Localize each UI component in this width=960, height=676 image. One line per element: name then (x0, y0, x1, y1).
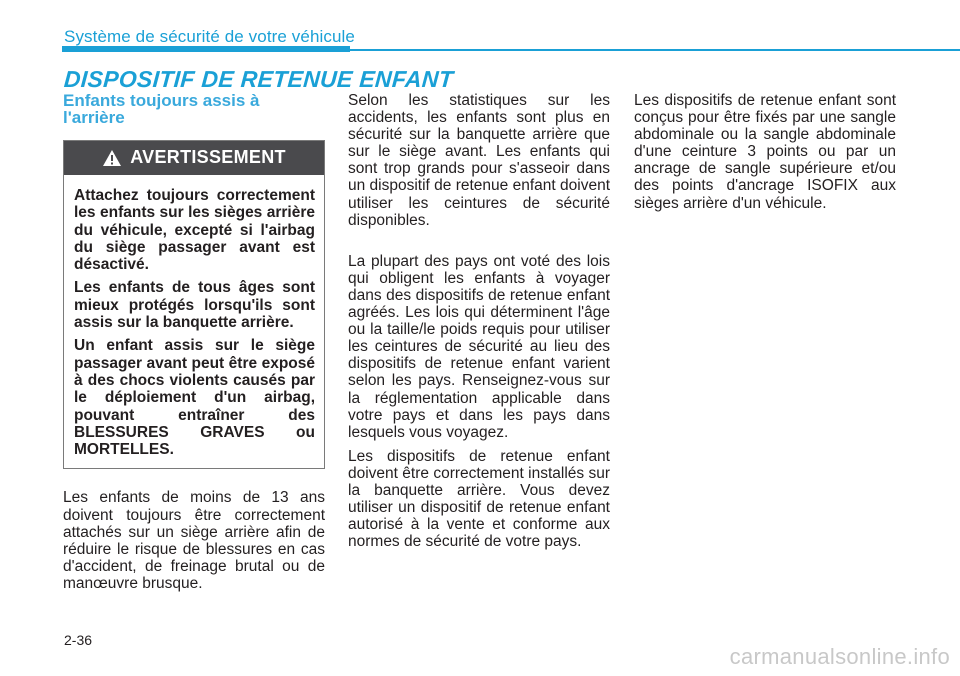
column-3 (634, 92, 896, 212)
body-paragraph: Selon les statistiques sur les accidents, les enfants sont plus en sécurité sur la banquette arrière que sur le siège avant. Les enfants qui sont trop grands pour s'asseoir dans un dispositif de retenue enfant doivent utiliser les ceintures de sécurité disponibles. (348, 92, 610, 229)
watermark: carmanualsonline.info (729, 644, 950, 669)
warning-triangle-icon (102, 149, 122, 167)
header-accent-bar (62, 46, 350, 52)
column-1 (63, 92, 325, 592)
warning-box (63, 140, 325, 469)
chapter-title: Système de sécurité de votre véhicule (64, 27, 355, 46)
warning-label: AVERTISSEMENT (130, 147, 286, 168)
body-paragraph: Les dispositifs de retenue enfant doivent être correctement installés sur la banquette arrière. Vous devez utiliser un dispositif de retenue enfant autorisé à la vente et conforme aux normes de sécurité de votre pays. (348, 447, 610, 551)
subheading: Enfants toujours assis à l'arrière (63, 91, 260, 127)
body-paragraph: Les dispositifs de retenue enfant sont conçus pour être fixés par une sangle abdominale ou la sangle abdominale d'une ceinture 3 points ou par un ancrage de sangle supérieure et/ou des points d'ancrage ISOFIX aux sièges arrière d'un véhicule. (634, 92, 896, 212)
body-paragraph: Les enfants de moins de 13 ans doivent toujours être correctement attachés sur un siège arrière afin de réduire le risque de blessures en cas d'accident, de freinage brutal ou de manœuvre brusque. (63, 489, 325, 592)
body-paragraph: La plupart des pays ont voté des lois qui obligent les enfants à voyager dans des dispositifs de retenue enfant agréés. Les lois qui déterminent l'âge ou la taille/le poids requis pour utiliser les ceintures de sécurité au lieu des dispositifs de retenue enfant varient selon les pays. Renseignez-vous sur la réglementation applicable dans votre pays et dans les pays dans lesquels vous voyagez. (348, 252, 610, 441)
warning-paragraph: Un enfant assis sur le siège passager avant peut être exposé à des chocs violents causés par le déploiement d'un airbag, pouvant entraîner des BLESSURES GRAVES ou MORTELLES. (74, 337, 315, 459)
warning-header (64, 141, 324, 175)
warning-paragraph: Attachez toujours correctement les enfants sur les sièges arrière du véhicule, excepté si l'airbag du siège passager avant est désactivé. (74, 187, 315, 274)
warning-body (64, 175, 324, 468)
section-title: DISPOSITIF DE RETENUE ENFANT (63, 66, 455, 92)
header-rule (350, 49, 960, 51)
page-number: 2-36 (64, 632, 93, 648)
warning-paragraph: Les enfants de tous âges sont mieux protégés lorsqu'ils sont assis sur la banquette arrière. (74, 279, 315, 332)
column-2 (348, 92, 610, 557)
